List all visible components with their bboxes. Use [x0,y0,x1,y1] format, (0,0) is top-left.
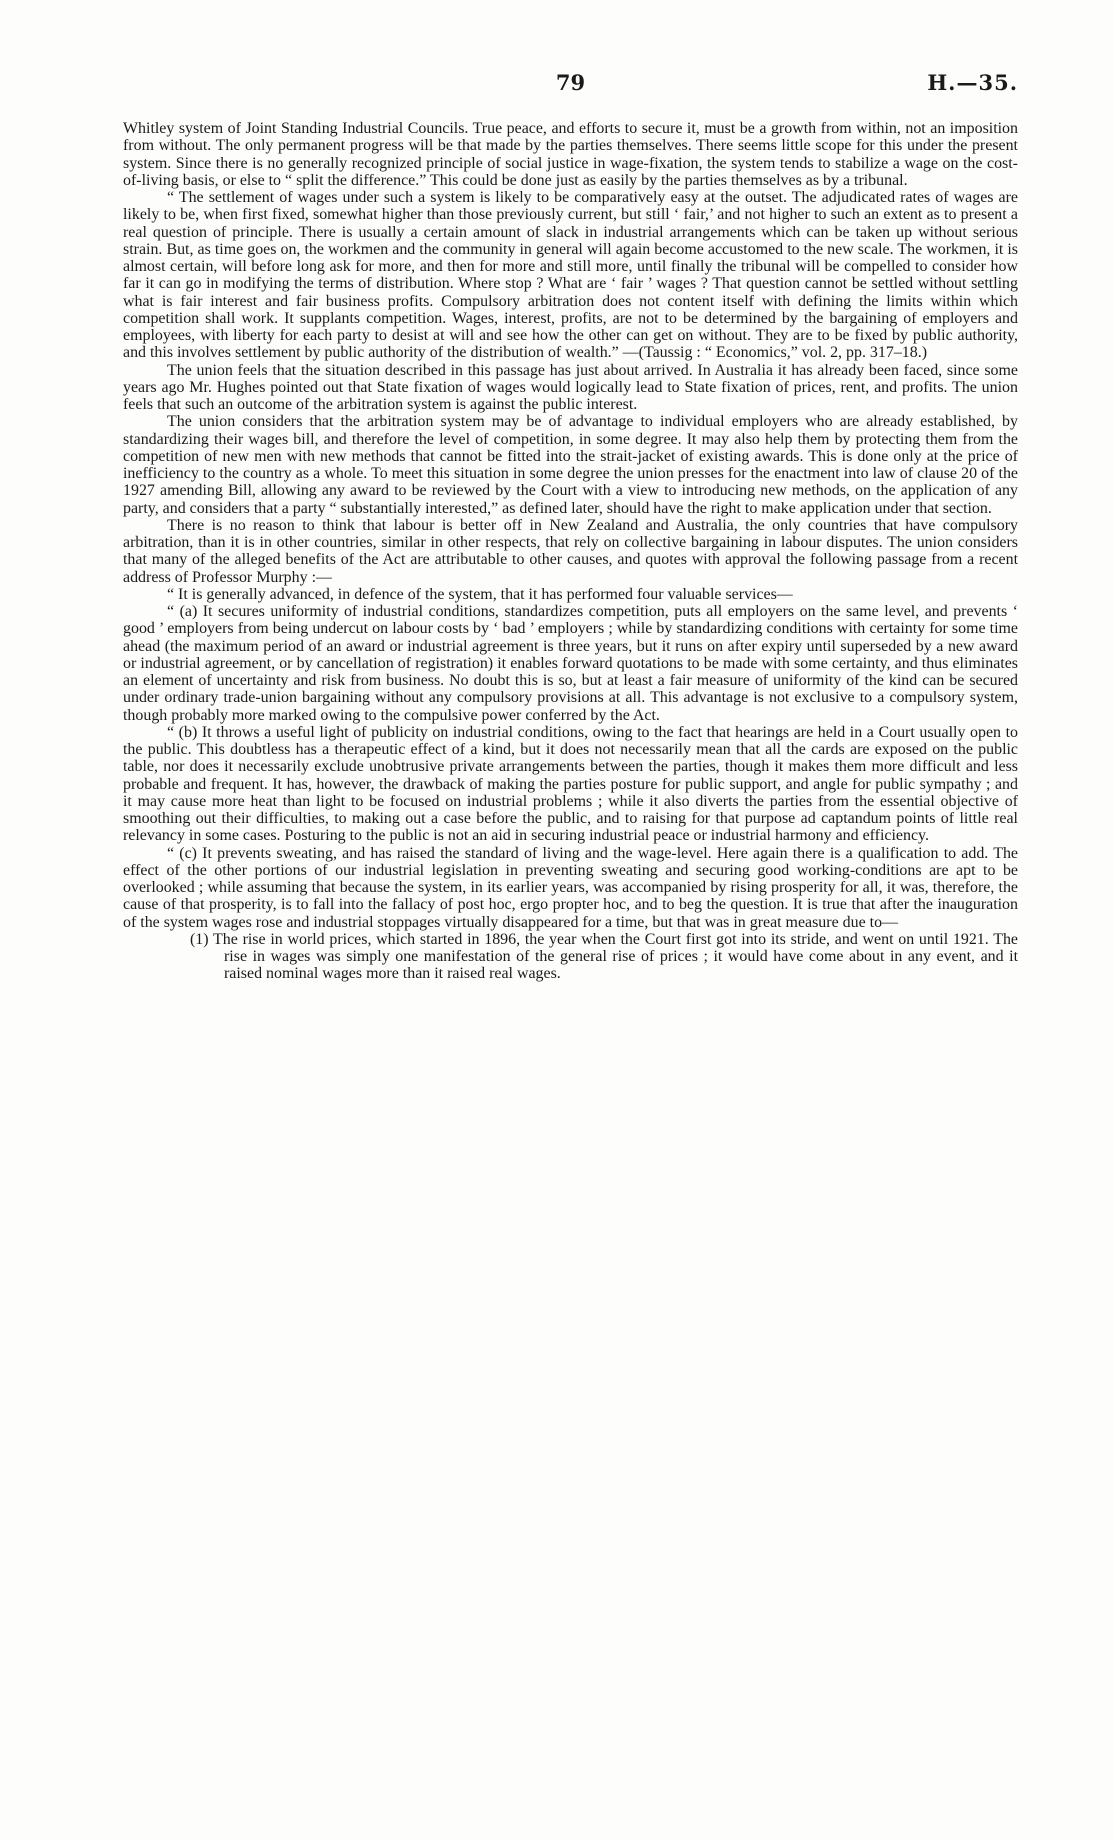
paragraph-point-b: “ (b) It throws a useful light of publicity on industrial conditions, owing to the fact that hearings are held in a Court usually open to the public. This doubtless has a therapeutic effect of a kind, but it does not necessarily mean that all the cards are exposed on the public table, nor does it necessarily exclude unobtrusive private arrangements between the parties, though it makes them more difficult and less probable and frequent. It has, however, the drawback of making the parties posture for public support, and angle for public sympathy ; and it may cause more heat than light to be focused on industrial problems ; while it also diverts the parties from the essential objective of smoothing out their difficulties, to making out a case before the public, and to raising for that purpose ad captandum points of little real relevancy in some cases. Posturing to the public is not an aid in securing industrial peace or industrial harmony and efficiency. [123,723,1018,845]
paragraph: The union feels that the situation described in this passage has just about arrived. In Australia it has already been faced, since some years ago Mr. Hughes pointed out that State fixation of wages would logically lead to State fixation of prices, rent, and profits. The union feels that such an outcome of the arbitration system is against the public interest. [123,361,1018,413]
paragraph: There is no reason to think that labour is better off in New Zealand and Australia, the only countries that have compulsory arbitration, than it is in other countries, similar in other respects, that rely on collective bargaining in labour disputes. The union considers that many of the alleged benefits of the Act are attributable to other causes, and quotes with approval the following passage from a recent address of Professor Murphy :— [123,516,1018,586]
paragraph-murphy-quote-intro: “ It is generally advanced, in defence of the system, that it has performed four valuable services— [167,585,793,603]
paragraph: The union considers that the arbitration system may be of advantage to individual employers who are already established, by standardizing their wages bill, and therefore the level of competition, in some degree. It may also help them by protecting them from the competition of new men with new methods that cannot be fitted into the strait-jacket of existing awards. This is done only at the price of inefficiency to the country as a whole. To meet this situation in some degree the union presses for the enactment into law of clause 20 of the 1927 amending Bill, allowing any award to be reviewed by the Court with a view to introducing new methods, on the application of any party, and considers that a party “ substantially interested,” as defined later, should have the right to make application under that section. [123,413,1018,517]
paragraph-continuation: Whitley system of Joint Standing Industrial Councils. True peace, and efforts to secure it, must be a growth from within, not an imposition from without. The only permanent progress will be that made by the parties themselves. There seems little scope for this under the present system. Since there is no generally recognized principle of social justice in wage-fixation, the system tends to stabilize a wage on the cost-of-living basis, or else to “ split the difference.” This could be done just as easily by the parties themselves as by a tribunal. [123,120,1018,189]
paragraph-point-a: “ (a) It secures uniformity of industrial conditions, standardizes competition, puts all employers on the same level, and prevents ‘ good ’ employers from being undercut on labour costs by ‘ bad ’ employers ; while by standardizing conditions with certainty for some time ahead (the maximum period of an award or industrial agreement is three years, but it runs on after expiry until superseded by a new award or industrial agreement, or by cancellation of registration) it enables forward quotations to be made with some certainty, and thus eliminates an element of uncertainty and risk from business. No doubt this is so, but at least a fair measure of uniformity of the kind can be secured under ordinary trade-union bargaining without any compulsory provisions at all. This advantage is not exclusive to a compulsory system, though probably more marked owing to the compulsive power conferred by the Act. [123,603,1018,724]
list-item: (1) The rise in world prices, which started in 1896, the year when the Court first got into its stride, and went on until 1921. The rise in wages was simply one manifestation of the general rise of prices ; it would have come about in any event, and it raised nominal wages more than it raised real wages. [190,930,1018,983]
paragraph-taussig-quote: “ The settlement of wages under such a system is likely to be comparatively easy at the outset. The adjudicated rates of wages are likely to be, when first fixed, somewhat higher than those previously current, but still ‘ fair,’ and not higher to such an extent as to present a real question of principle. There is usually a certain amount of slack in industrial arrangements which can be taken up without serious strain. But, as time goes on, the workmen and the community in general will again become accustomed to the new scale. The workmen, it is almost certain, will before long ask for more, and then for more and still more, until finally the tribunal will be compelled to consider how far it can go in modifying the terms of distribution. Where stop ? What are ‘ fair ’ wages ? That question cannot be settled without settling what is fair interest and fair business profits. Compulsory arbitration does not content itself with defining the limits within which competition shall work. It supplants competition. Wages, interest, profits, are not to be determined by the bargaining of employers and employees, with liberty for each party to desist at will and see how the other can get on without. They are to be fixed by public authority, and this involves settlement by public authority of the distribution of wealth.” —(Taussig : “ Economics,” vol. 2, pp. 317–18.) [123,189,1018,362]
document-reference: H.—35. [927,70,1018,95]
page-number: 79 [555,70,586,95]
paragraph-point-c: “ (c) It prevents sweating, and has raised the standard of living and the wage-level. Here again there is a qualification to add. The effect of the other portions of our industrial legislation in preventing sweating and securing good working-conditions are apt to be overlooked ; while assuming that because the system, in its earlier years, was accompanied by rising prosperity for all, it was, therefore, the cause of that prosperity, is to fall into the fallacy of post hoc, ergo propter hoc, and to beg the question. It is true that after the inauguration of the system wages rose and industrial stoppages virtually disappeared for a time, but that was in great measure due to— [123,844,1018,931]
page-header [123,70,1018,100]
body-text [123,120,1018,983]
